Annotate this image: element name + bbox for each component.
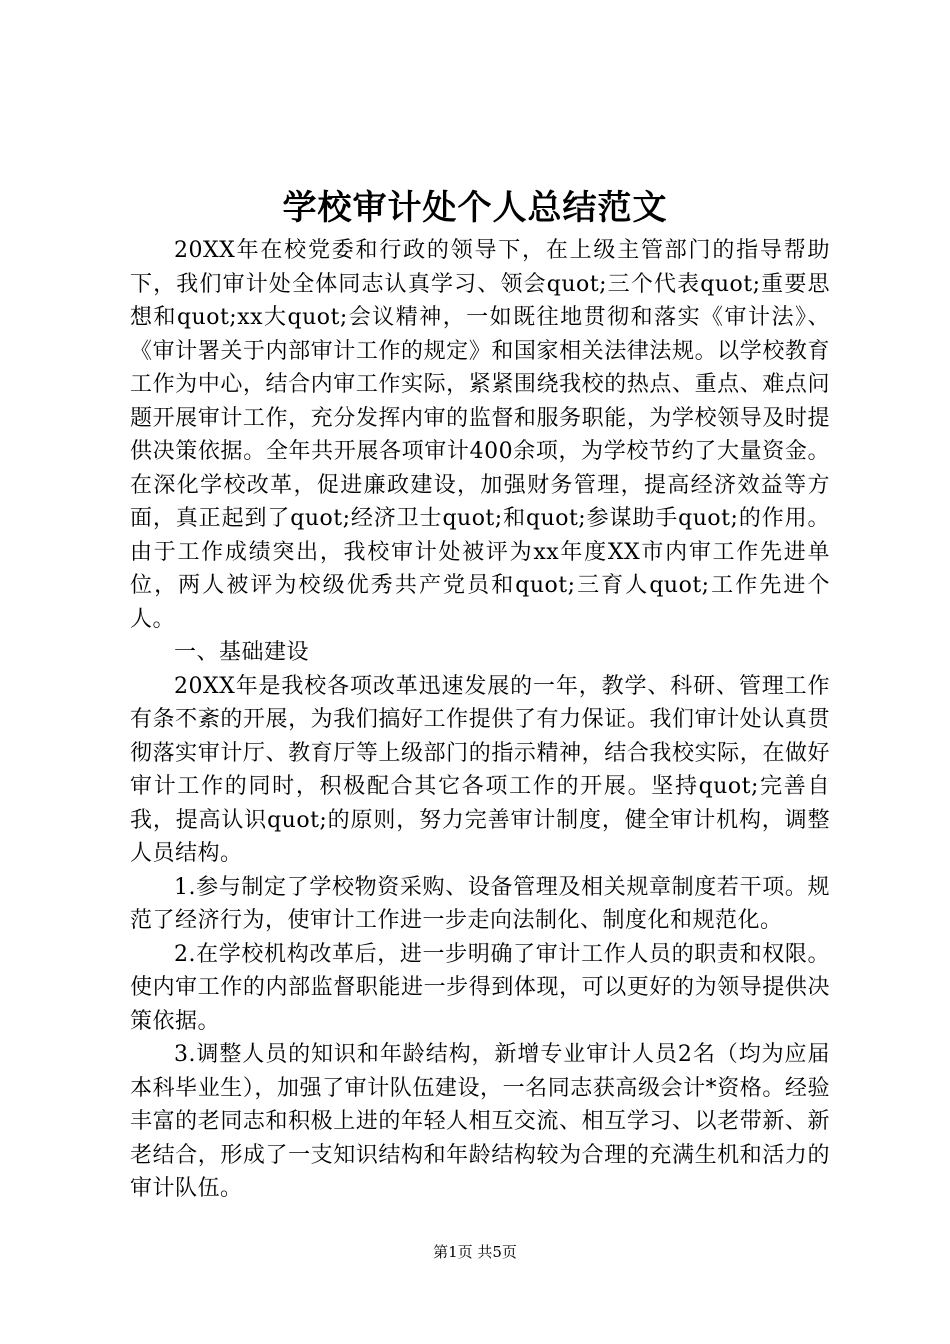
list-item-1: 1.参与制定了学校物资采购、设备管理及相关规章制度若干项。规范了经济行为，使审计工作进一步走向法制化、制度化和规范化。 [130,874,830,933]
paragraph-intro: 20XX年在校党委和行政的领导下，在上级主管部门的指导帮助下，我们审计处全体同志认真学习、领会quot;三个代表quot;重要思想和quot;xx大quot;会议精神，一如既往地贯彻和落实《审计法》、《审计署关于内部审计工作的规定》和国家相关法律法规。以学校教育工作为中心，结合内审工作实际，紧紧围绕我校的热点、重点、难点问题开展审计工作，充分发挥内审的监督和服务职能，为学校领导及时提供决策依据。全年共开展各项审计400余项，为学校节约了大量资金。在深化学校改革，促进廉政建设，加强财务管理，提高经济效益等方面，真正起到了quot;经济卫士quot;和quot;参谋助手quot;的作用。由于工作成绩突出，我校审计处被评为xx年度XX市内审工作先进单位，两人被评为校级优秀共产党员和quot;三育人quot;工作先进个人。 [130,238,830,632]
list-item-3: 3.调整人员的知识和年龄结构，新增专业审计人员2名（均为应届本科毕业生），加强了审计队伍建设，一名同志获高级会计*资格。经验丰富的老同志和积极上进的年轻人相互交流、相互学习、以老带新、新老结合，形成了一支知识结构和年龄结构较为合理的充满生机和活力的审计队伍。 [130,1042,830,1201]
page-number-footer: 第1页 共5页 [433,1243,517,1261]
section-heading-basic-construction: 一、基础建设 [174,640,310,665]
document-title: 学校审计处个人总结范文 [282,188,668,228]
document-body [130,234,830,1206]
list-item-2: 2.在学校机构改革后，进一步明确了审计工作人员的职责和权限。使内审工作的内部监督职能进一步得到体现，可以更好的为领导提供决策依据。 [130,941,830,1034]
paragraph-section-1: 20XX年是我校各项改革迅速发展的一年，教学、科研、管理工作有条不紊的开展，为我们搞好工作提供了有力保证。我们审计处认真贯彻落实审计厅、教育厅等上级部门的指示精神，结合我校实际，在做好审计工作的同时，积极配合其它各项工作的开展。坚持quot;完善自我，提高认识quot;的原则，努力完善审计制度，健全审计机构，调整人员结构。 [130,673,830,866]
